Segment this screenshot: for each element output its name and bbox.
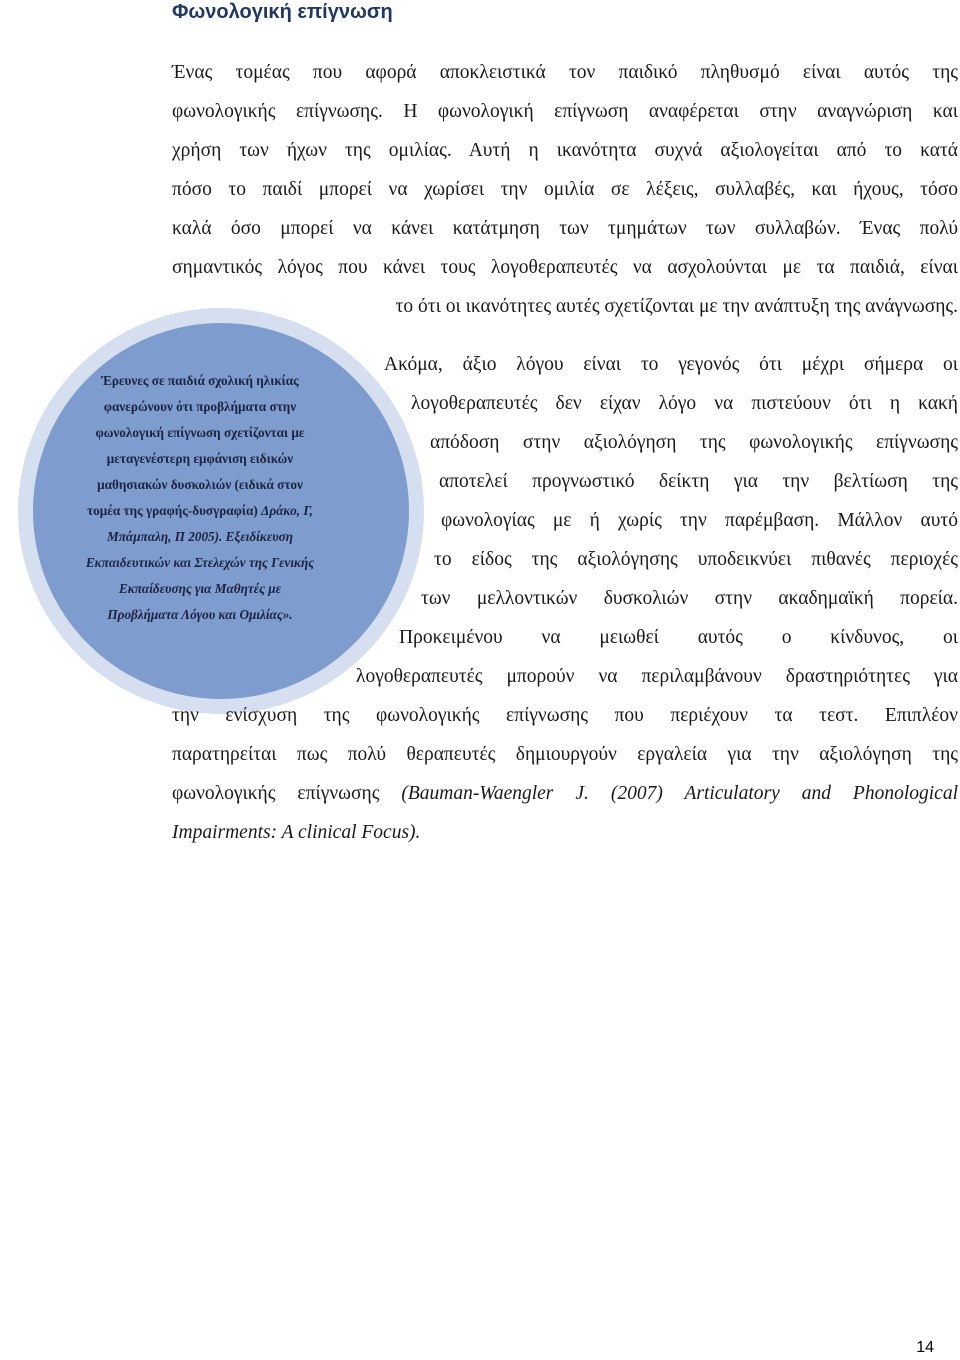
paragraph-2-wrap xyxy=(356,657,958,696)
paragraph-2-wrap xyxy=(439,462,958,501)
text-line: το ότι οι ικανότητες αυτές σχετίζονται με την ανάπτυξη της ανάγνωσης. xyxy=(395,296,958,317)
text-line: λογοθεραπευτές μπορούν να περιλαμβάνουν δραστηριότητες για xyxy=(356,666,958,687)
text-line: καλά όσο μπορεί να κάνει κατάτμηση των τμημάτων των συλλαβών. Ένας πολύ xyxy=(172,218,958,239)
text-line: Προκειμένου να μειωθεί αυτός ο κίνδυνος, οι xyxy=(399,627,958,648)
text-line xyxy=(172,813,958,852)
paragraph-2-full xyxy=(172,696,958,852)
paragraph-2-wrap xyxy=(441,501,958,540)
paragraph-1 xyxy=(172,53,958,326)
text-line: σημαντικός λόγος που κάνει τους λογοθεραπευτές να ασχολούνται με τα παιδιά, είναι xyxy=(172,257,958,278)
paragraph-2-wrap xyxy=(430,423,958,462)
section-heading: Φωνολογική επίγνωση xyxy=(172,1,393,23)
callout-line: φανερώνουν ότι προβλήματα στην xyxy=(103,399,297,414)
callout-line xyxy=(40,498,360,524)
callout-line-part: τομέα της γραφής-δυσγραφία) xyxy=(87,503,258,518)
text-line: το είδος της αξιολόγησης υποδεικνύει πιθανές περιοχές xyxy=(434,549,958,570)
paragraph-2-wrap xyxy=(399,618,958,657)
callout-line: μαθησιακών δυσκολιών (ειδικά στον xyxy=(97,477,303,492)
callout-line xyxy=(40,602,360,628)
callout-line xyxy=(40,550,360,576)
paragraph-2 xyxy=(384,345,958,384)
callout-line-part: Εκπαιδευτικών και Στελεχών της Γενικής xyxy=(85,555,315,570)
paragraph-2-wrap xyxy=(421,579,958,618)
text-line xyxy=(172,774,958,813)
text-line: φωνολογικής επίγνωσης. Η φωνολογική επίγνωση αναφέρεται στην αναγνώριση και xyxy=(172,101,958,122)
text-line: πόσο το παιδί μπορεί να χωρίσει την ομιλία σε λέξεις, συλλαβές, και ήχους, τόσο xyxy=(172,179,958,200)
citation: Impairments: A clinical Focus). xyxy=(172,822,421,843)
paragraph-2-wrap xyxy=(434,540,958,579)
text-line: φωνολογίας με ή χωρίς την παρέμβαση. Μάλλον αυτό xyxy=(441,510,958,531)
text-line: την ενίσχυση της φωνολογικής επίγνωσης που περιέχουν τα τεστ. Επιπλέον xyxy=(172,705,958,726)
text-line: των μελλοντικών δυσκολιών στην ακαδημαϊκή πορεία. xyxy=(421,588,958,609)
paragraph-2-wrap xyxy=(411,384,958,423)
callout-line-part: Εκπαίδευσης για Μαθητές με xyxy=(118,581,282,596)
callout-line xyxy=(40,576,360,602)
callout-line: Έρευνες σε παιδιά σχολική ηλικίας xyxy=(101,373,299,388)
text-line-part: φωνολογικής επίγνωσης xyxy=(172,783,380,804)
text-line: λογοθεραπευτές δεν είχαν λόγο να πιστεύουν ότι η κακή xyxy=(411,393,958,414)
text-line: Ακόμα, άξιο λόγου είναι το γεγονός ότι μέχρι σήμερα οι xyxy=(384,354,958,375)
callout-line: φωνολογική επίγνωση σχετίζονται με xyxy=(95,425,305,440)
page-number: 14 xyxy=(916,1339,934,1356)
citation: (Bauman-Waengler J. (2007) Articulatory and Phonological xyxy=(401,783,959,804)
callout-line-part: Δράκο, Γ, xyxy=(261,503,313,518)
callout-line-part: Προβλήματα Λόγου και Ομιλίας». xyxy=(107,607,293,622)
callout-line-part: Μπάμπαλη, Π 2005). Εξειδίκευση xyxy=(106,529,294,544)
callout-text xyxy=(40,368,360,628)
text-line: παρατηρείται πως πολύ θεραπευτές δημιουργούν εργαλεία για την αξιολόγηση της xyxy=(172,744,958,765)
text-line: αποτελεί προγνωστικό δείκτη για την βελτίωση της xyxy=(439,471,958,492)
text-line: Ένας τομέας που αφορά αποκλειστικά τον παιδικό πληθυσμό είναι αυτός της xyxy=(172,62,958,83)
text-line: απόδοση στην αξιολόγηση της φωνολογικής επίγνωσης xyxy=(430,432,958,453)
callout-line xyxy=(40,524,360,550)
text-line: χρήση των ήχων της ομιλίας. Αυτή η ικανότητα συχνά αξιολογείται από το κατά xyxy=(172,140,958,161)
callout-line: μεταγενέστερη εμφάνιση ειδικών xyxy=(106,451,294,466)
